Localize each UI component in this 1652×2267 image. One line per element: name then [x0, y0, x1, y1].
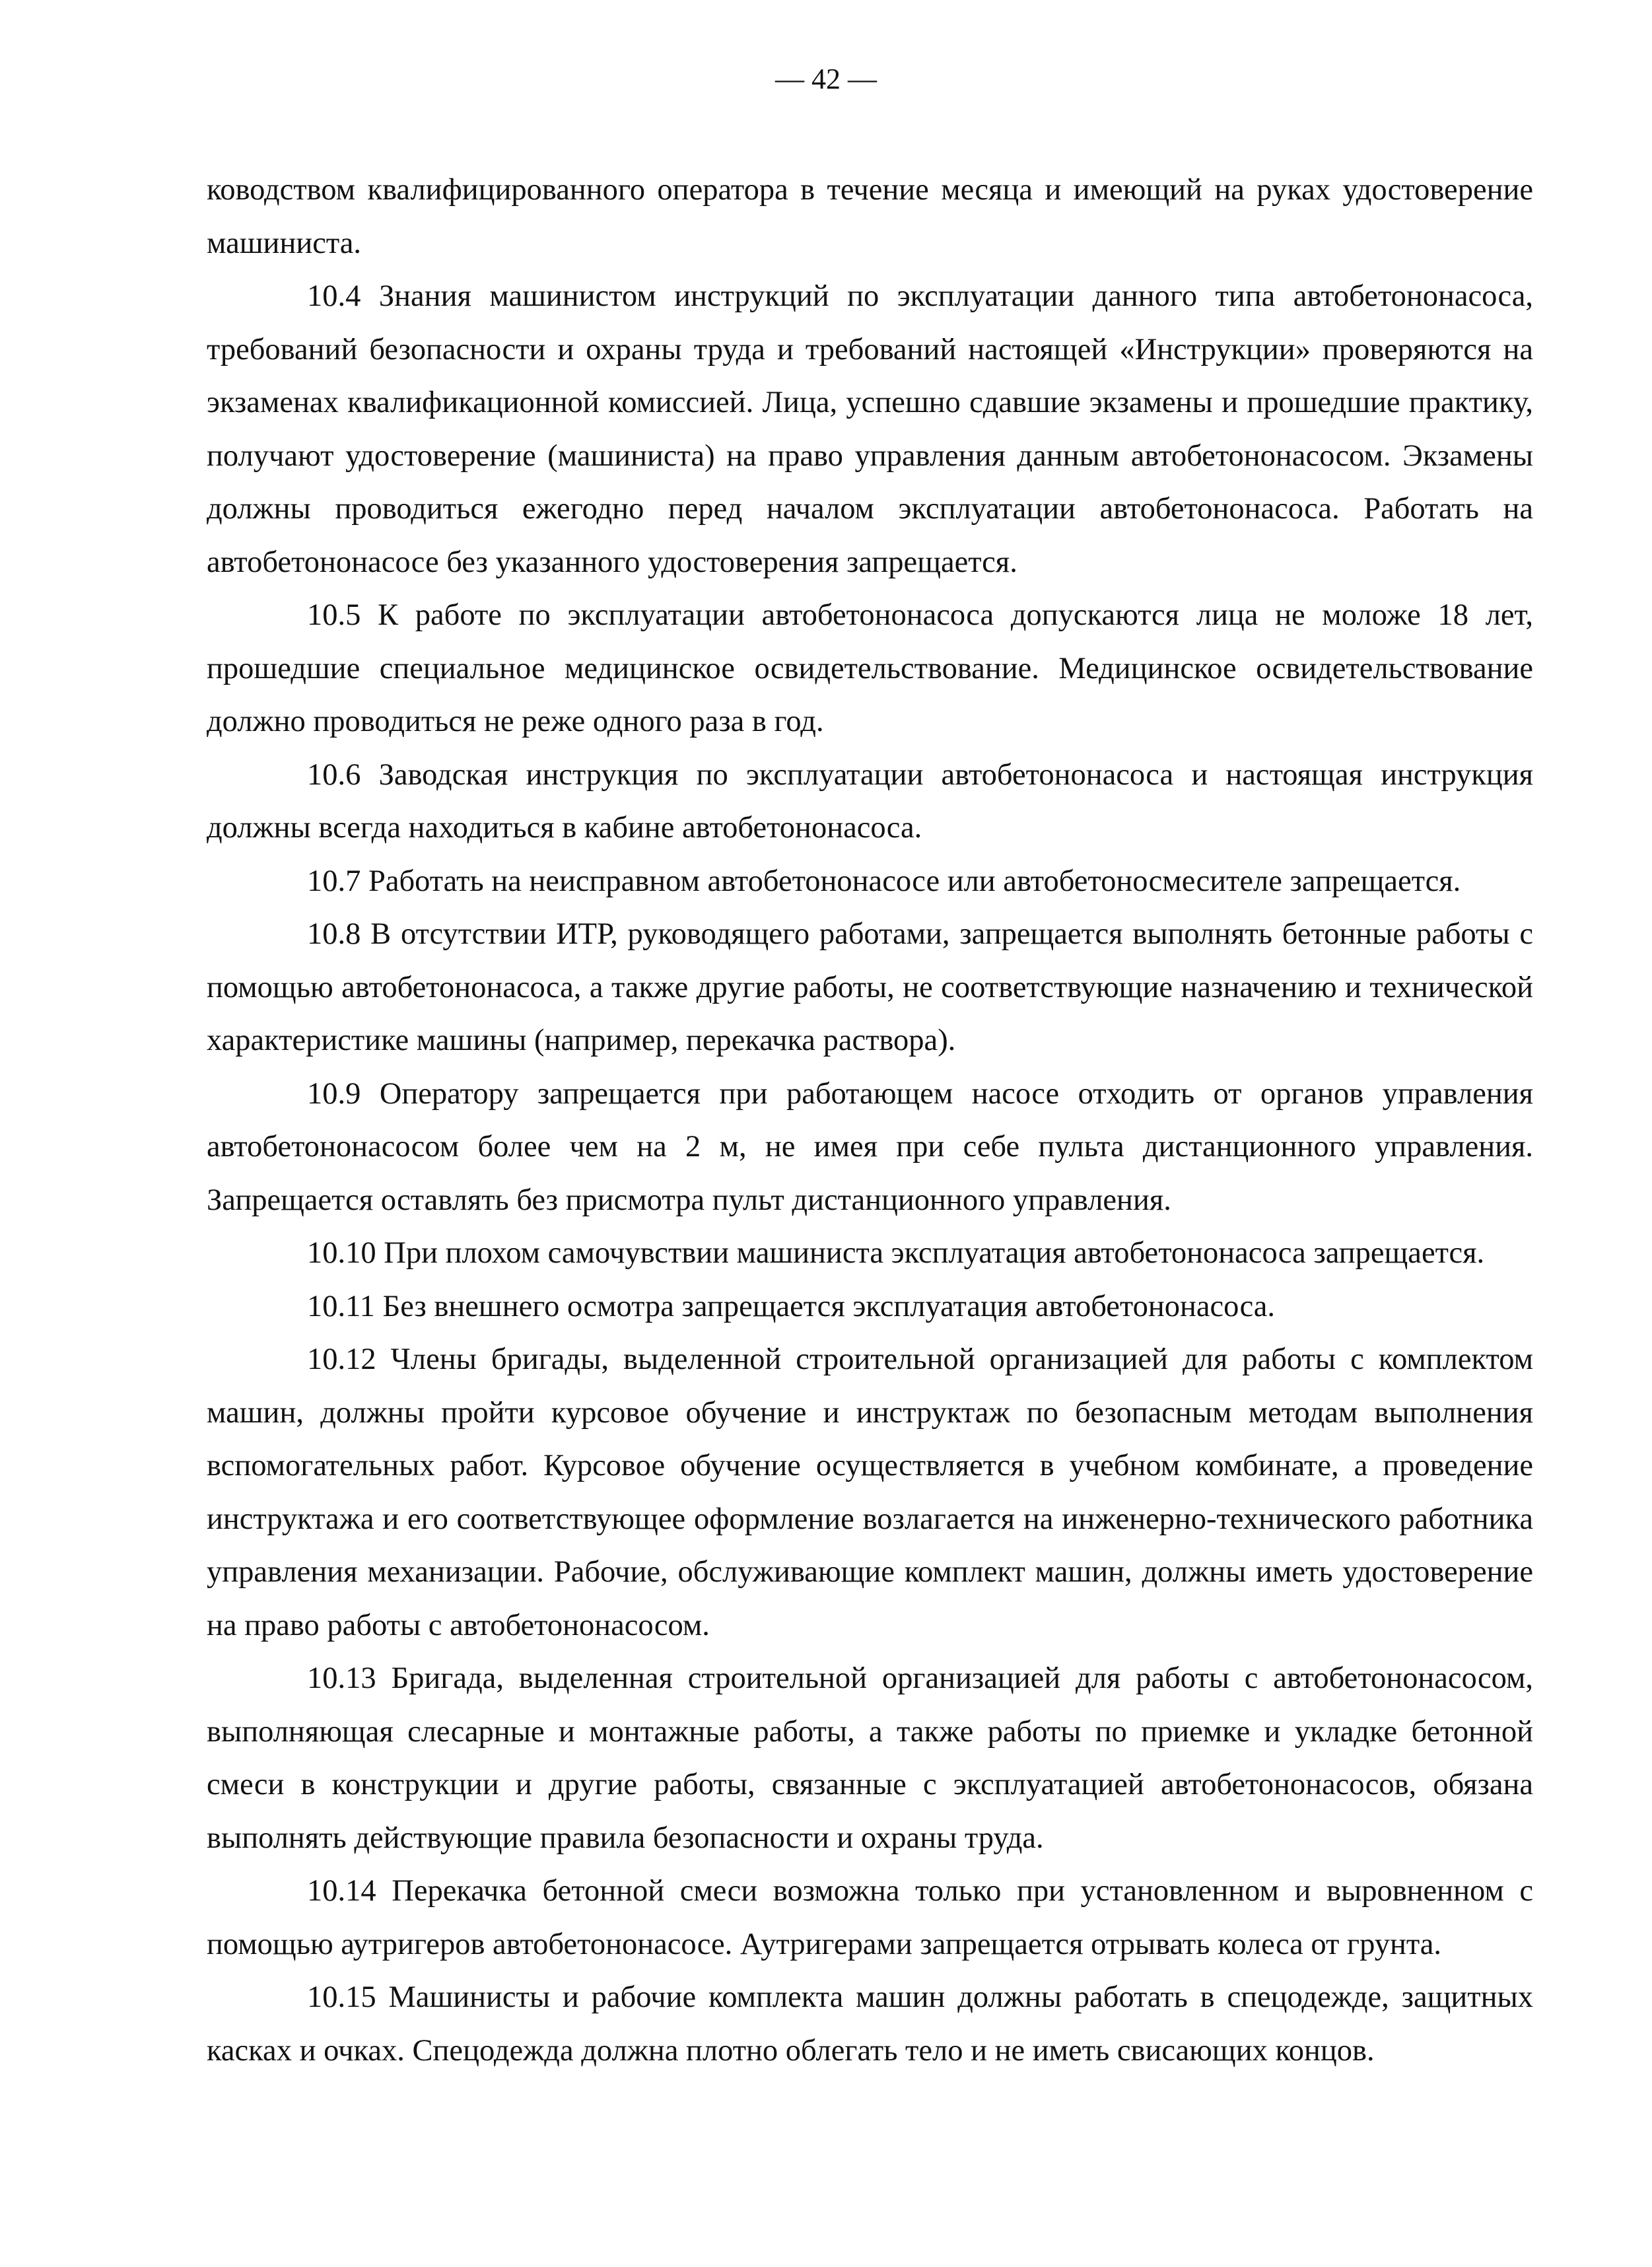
- paragraph-10-11: 10.11 Без внешнего осмотра запрещается эксплуатация автобетононасоса.: [307, 1289, 1276, 1323]
- document-body: [207, 164, 1533, 2077]
- paragraph-10-7: 10.7 Работать на неисправном автобетононасосе или автобетоносмесителе запрещается.: [307, 864, 1461, 898]
- paragraph-10-8: 10.8 В отсутствии ИТР, руководящего работами, запрещается выполнять бетонные работы с помощью автобетононасоса, а также другие работы, не соответствующие назначению и технической характеристике машины (например, перекачка раствора).: [207, 917, 1533, 1057]
- paragraph-10-6: 10.6 Заводская инструкция по эксплуатации автобетононасоса и настоящая инструкция должны всегда находиться в кабине автобетононасоса.: [207, 757, 1533, 845]
- paragraph-continuation: ководством квалифицированного оператора в течение месяца и имеющий на руках удостоверение машиниста.: [207, 173, 1533, 260]
- paragraph-10-13: 10.13 Бригада, выделенная строительной организацией для работы с автобетононасосом, выполняющая слесарные и монтажные работы, а также работы по приемке и укладке бетонной смеси в конструкции и другие работы, связанные с эксплуатацией автобетононасосов, обязана выполнять действующие правила безопасности и охраны труда.: [207, 1661, 1533, 1855]
- paragraph-10-4: 10.4 Знания машинистом инструкций по эксплуатации данного типа автобетононасоса, требований безопасности и охраны труда и требований настоящей «Инструкции» проверяются на экзаменах квалификационной комиссией. Лица, успешно сдавшие экзамены и прошедшие практику, получают удостоверение (машиниста) на право управления данным автобетононасосом. Экзамены должны проводиться ежегодно перед началом эксплуатации автобетононасоса. Работать на автобетононасосе без указанного удостоверения запрещается.: [207, 279, 1533, 579]
- paragraph-10-12: 10.12 Члены бригады, выделенной строительной организацией для работы с комплектом машин, должны пройти курсовое обучение и инструктаж по безопасным методам выполнения вспомогательных работ. Курсовое обучение осуществляется в учебном комбинате, а проведение инструктажа и его соответствующее оформление возлагается на инженерно-технического работника управления механизации. Рабочие, обслуживающие комплект машин, должны иметь удостоверение на право работы с автобетононасосом.: [207, 1343, 1533, 1642]
- paragraph-10-14: 10.14 Перекачка бетонной смеси возможна только при установленном и выровненном с помощью аутригеров автобетононасосе. Аутригерами запрещается отрывать колеса от грунта.: [207, 1874, 1533, 1961]
- paragraph-10-5: 10.5 К работе по эксплуатации автобетононасоса допускаются лица не моложе 18 лет, прошедшие специальное медицинское освидетельствование. Медицинское освидетельствование должно проводиться не реже одного раза в год.: [207, 598, 1533, 738]
- page-number: — 42 —: [775, 63, 877, 95]
- paragraph-10-15: 10.15 Машинисты и рабочие комплекта машин должны работать в спецодежде, защитных касках и очках. Спецодежда должна плотно облегать тело и не иметь свисающих концов.: [207, 1980, 1533, 2068]
- paragraph-10-9: 10.9 Оператору запрещается при работающем насосе отходить от органов управления автобетононасосом более чем на 2 м, не имея при себе пульта дистанционного управления. Запрещается оставлять без присмотра пульт дистанционного управления.: [207, 1076, 1533, 1217]
- paragraph-10-10: 10.10 При плохом самочувствии машиниста эксплуатация автобетононасоса запрещается.: [307, 1236, 1485, 1270]
